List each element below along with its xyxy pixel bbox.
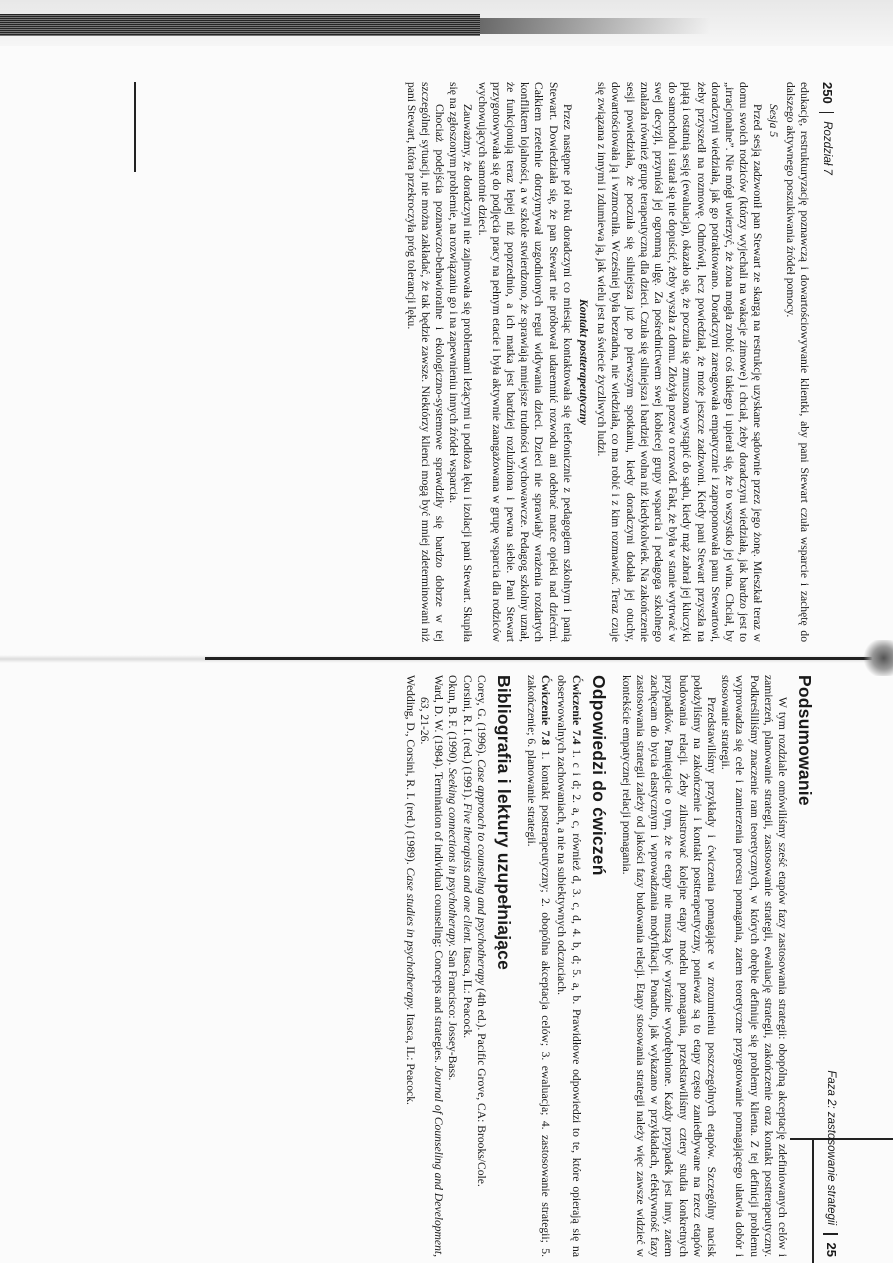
session-paragraph: Przed sesją zadzwonił pan Stewart ze skargą na restrukcję uzyskane sądownie przez jego żonę. Mieszkał teraz w domu swoich rodziców (którzy wyjechali na wakacje zimowe) i chciał, żeby doradczyni wiedziała, jak bardzo jest to „irracjonalne”. Nie mógł uwierzyć, że żona mogła zrobić coś takiego i upierał się, że to wszystko jej wina. Chciał, by doradczyni wiedziała, jak go potraktowano. Doradczyni zareagowała empatycznie i zaproponowała panu Stewartowi, żeby przyszedł na rozmowę. Odmówił, lecz powiedział, że może jeszcze zadzwoni. Kiedy pani Stewart przyszła na piątą i ostatnią sesję (ewaluacja), okazało się, że poczuła się zmuszona wystąpić do sądu, kiedy mąż zabrał jej kluczyki do samochodu i starał się nie dopuścić, żeby wyszła z domu. Złożyła pozew o rozwód. Fakt, że była w stanie wytrwać w swej decyzji, przyniósł jej ogromną ulgę. Za pośrednictwem swej kobiecej grupy wsparcia i pedagoga szkolnego znalazła również grupę terapeutyczną dla dzieci. Czuła się silniejsza i bardziej wolna niż kiedykolwiek. Na zakończenie sesji powiedziała, że poczuła się silniejsza już po pierwszym spotkaniu, kiedy doradczyni dodała jej otuchy, dowartościowała ją i wzmocniła. Wcześniej była bezradna, nie wiedziała, co ma robić i z kim rozmawiać. Teraz czuje się związana z innymi i zdumiewa ją, jak wielu jest na świecie życzliwych ludzi. — [595, 82, 765, 642]
bibliography-entry — [403, 675, 417, 1257]
bibliography-entry — [417, 675, 445, 1257]
bib-title: Seeking connections in psychotherapy. — [446, 768, 460, 948]
bib-title: Case studies in psychotherapy. — [403, 867, 417, 1011]
bib-author: Okun, B. F. (1990). — [446, 675, 460, 769]
answer-text: 1. kontakt postterapeutyczny; 2. obopólna akceptacja celów; 3. ewaluacja; 4. zastosowanie strategii; 5. zakończenie; 6. planowanie strategii. — [524, 675, 553, 1257]
bib-publisher: 21-26. — [417, 711, 431, 745]
bib-author: Corey, G. (1996). — [474, 675, 488, 760]
answer-item — [524, 675, 552, 1257]
contact-paragraph: Przez następne pół roku doradczyni co miesiąc kontaktowała się telefonicznie z pedagogiem szkolnym i panią Stewart. Dowiedziała się, że pan Stewart nie próbował udaremnić rozwodu ani odebrać matce opieki nad dziećmi. Całkiem rzetelnie dotrzymywał uzgodnionych reguł widywania dzieci. Dzieci nie sprawiały wrażenia rozdartych konfliktem lojalności, a w szkole stwierdzono, że sprawiają mniejsze trudności wychowawcze. Pedagog szkolny uznał, że funkcjonują teraz lepiej niż poprzednio, a ich matka jest bardziej rozluźniona i pewna siebie. Pani Stewart przygotowywała się do podjęcia pracy na pełnym etacie i była aktywnie zaangażowana w grupę wsparcia dla rodziców wychowujących samotnie dzieci. — [475, 82, 574, 642]
scan-band-fade — [480, 18, 710, 34]
session-heading: Sesja 5 — [766, 104, 780, 138]
answer-text: 1. c i d; 2. a, c, również d, 3. c, d, 4. b, d; 5. a, b. Prawidłowe odpowiedzi to te, które opierają się na obserwowalnych zachowaniach, a nie na subiektywnych odczuciach. — [555, 675, 583, 1257]
left-paragraph: edukację, restrukturyzację poznawczą i dowartościowywanie klientki, aby pani Stewart czuła wsparcie i zachętę do dalszego aktywnego poszukiwania źródeł pomocy. — [783, 82, 811, 642]
bib-publisher: Itasca, IL: Peacock. — [460, 943, 474, 1039]
bibliography-heading: Bibliografia i lektury uzupełniające — [493, 675, 514, 971]
right-chapter-title: Faza 2: zastosowanie strategii — [824, 1070, 837, 1226]
bib-author: Corsini, R. I. (red.) (1991). — [460, 675, 474, 804]
bib-publisher: Itasca, IL: Peacock. — [403, 1010, 417, 1105]
bib-title: Five therapists and one client. — [460, 803, 474, 944]
bibliography-entry — [474, 675, 488, 1257]
bib-author: Ward, D. W. (1984). Termination of individual counseling: Concepts and strategies. — [432, 675, 446, 1066]
left-page — [64, 82, 834, 642]
contact-paragraph: Chociaż podejścia poznawczo-behawioralne i ekologiczno-systemowe sprawdziły się bardzo dobrze w tej szczególnej sytuacji, nie można zakładać, że tak będzie zawsze. Niektórzy klienci mogą być mniej zdeterminowani niż pani Stewart, która przekroczyła próg tolerancji lęku. — [404, 82, 446, 642]
contact-heading: Kontakt postterapeutyczny — [576, 299, 590, 425]
contact-paragraph: Zauważmy, że doradczyni nie zajmowała się problemami leżącymi u podłoża lęku i izolacji pani Stewart. Skupiła się na zgłoszonym problemie, na rozwiązaniu go i na zapewnieniu innych źródeł wsparcia. — [447, 82, 475, 642]
left-page-number: 250 — [819, 82, 835, 104]
summary-heading: Podsumowanie — [795, 675, 815, 806]
right-page-number: 25 — [823, 1242, 839, 1257]
running-head-separator — [823, 1233, 838, 1235]
answer-label: Ćwiczenie 7.8 — [539, 675, 553, 746]
summary-paragraph: Przedstawiliśmy przykłady i ćwiczenia pomagające w zrozumieniu poszczególnych etapów. Szczególny nacisk położyliśmy na zakończenie i kontakt postterapeutyczny, ponieważ są to etapy często zaniedbywane na rzecz etapów budowania relacji. Żeby zilustrować kolejne etapy modelu pomagania, przedstawiliśmy cztery studia konkretnych przypadków. Pamiętajcie o tym, że te etapy nie muszą być wyraźnie wyodrębnione. Każdy przypadek jest inny, zatem zachęcam do bycia elastycznym i wprowadzania modyfikacji. Ponadto, jak wykazano w przykładach, efektywność fazy zastosowania strategii zależy od jakości fazy budowania relacji. Etapy stosowania strategii należy więc zawsze widzieć w kontekście empatycznej relacji pomagania. — [619, 675, 718, 1257]
left-chapter-title: Rozdział 7 — [820, 121, 833, 175]
bib-title: Case approach to counseling and psychotherapy — [474, 759, 488, 986]
spine-line — [205, 657, 893, 660]
bibliography-entry — [445, 675, 459, 1257]
summary-paragraph: W tym rozdziale omówiliśmy sześć etapów fazy zastosowania strategii: obopólną akceptację zdefiniowanych celów i zamierzeń, planowanie strategii, zastosowanie strategii, ewaluację strategii, zakończenie oraz kontakt postterapeutyczny. Podkreśliliśmy znaczenie ram teoretycznych, w których obrębie definiuje się problemy klienta. Z tej definicji problemu wyprowadza się cele i zamierzenia procesu pomagania, zatem teoretyczne przygotowanie pomagającego ułatwia dobór i stosowanie strategii. — [719, 675, 789, 1257]
right-running-head — [823, 675, 838, 1257]
spine-smudge — [862, 640, 893, 676]
bib-title: Journal of Counseling and Development, 63, — [417, 697, 446, 1257]
left-running-head — [819, 82, 834, 642]
answer-item — [554, 675, 582, 1257]
bib-publisher: (4th ed.). Pacific Grove, CA: Brooks/Cole. — [474, 985, 488, 1187]
bib-publisher: San Francisco: Jossey-Bass. — [446, 947, 460, 1081]
scan-dark-band — [0, 14, 480, 36]
answers-heading: Odpowiedzi do ćwiczeń — [588, 675, 609, 876]
answer-label: Ćwiczenie 7.4 — [569, 675, 583, 745]
running-head-separator — [819, 112, 834, 114]
bib-author: Wedding, D., Corsini, R. I. (red.) (1989). — [403, 675, 417, 868]
bibliography-entry — [459, 675, 473, 1257]
right-page — [116, 675, 838, 1257]
